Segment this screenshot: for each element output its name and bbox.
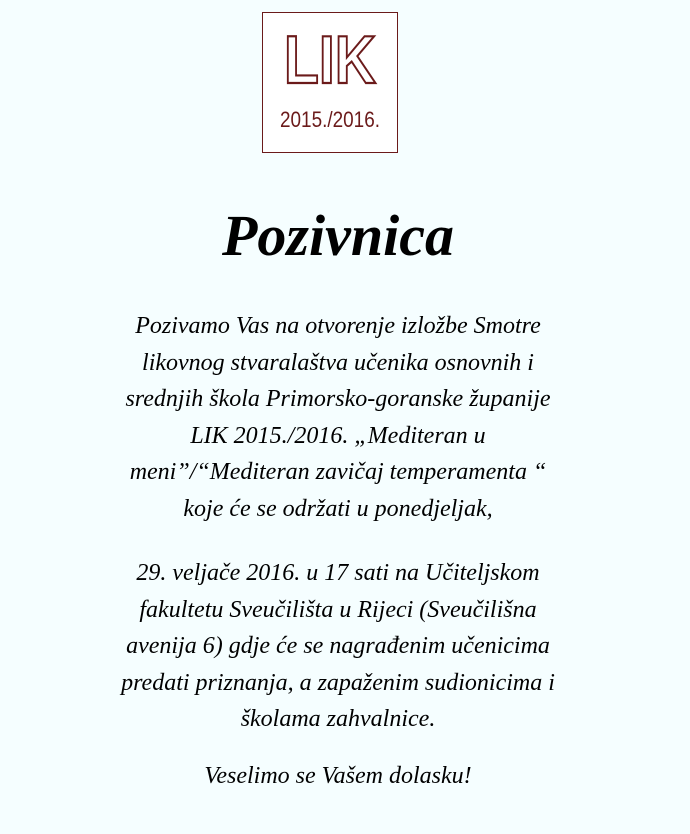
paragraph-line: LIK 2015./2016. „Mediteran u (190, 422, 486, 449)
closing-line: Veselimo se Vašem dolasku! (204, 763, 472, 789)
paragraph-line: meni”/“Mediteran zavičaj temperamenta “ (129, 459, 547, 485)
paragraph-line: srednjih škola Primorsko-goranske županije (125, 386, 551, 412)
invitation-paragraph-2 (70, 555, 606, 738)
paragraph-line: 29. veljače 2016. u 17 sati na Učiteljskom (136, 560, 540, 586)
paragraph-line: Pozivamo Vas na otvorenje izložbe Smotre (135, 313, 541, 339)
paragraph-line: avenija 6) gdje će se nagrađenim učenicima (126, 633, 550, 659)
lik-logo-graphic (263, 13, 397, 152)
logo-lik-text: LIK (284, 22, 376, 98)
paragraph-line: koje će se održati u ponedjeljak, (183, 495, 493, 522)
paragraph-line: predati priznanja, a zapaženim sudionicima i (121, 669, 555, 696)
logo-years-text: 2015./2016. (280, 107, 380, 132)
lik-logo (262, 12, 398, 153)
paragraph-line: fakultetu Sveučilišta u Rijeci (Sveučilišna (139, 596, 537, 623)
page-title: Pozivnica (222, 203, 454, 268)
invitation-paragraph-1 (70, 308, 606, 527)
paragraph-line: školama zahvalnice. (240, 706, 436, 732)
paragraph-line: likovnog stvaralaštva učenika osnovnih i (142, 349, 534, 376)
